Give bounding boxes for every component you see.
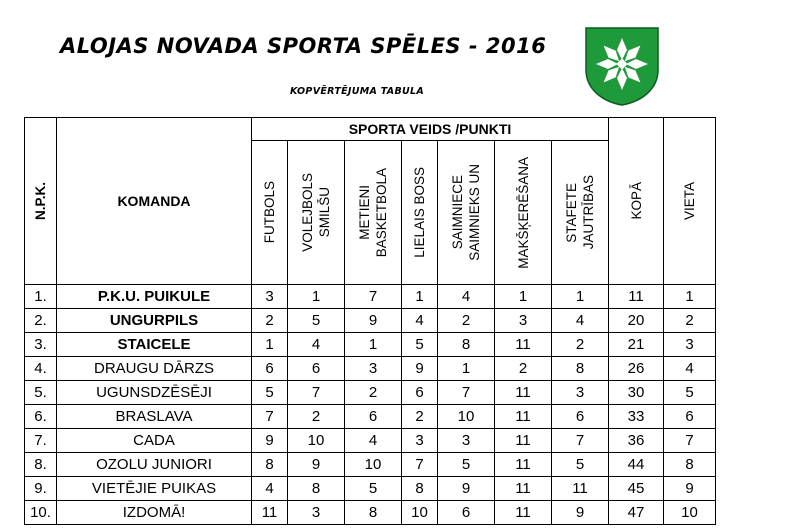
npk-header: N.P.K. xyxy=(25,118,57,285)
score-cell: 10 xyxy=(438,405,495,429)
table-row xyxy=(25,357,716,381)
score-cell: 3 xyxy=(252,285,288,309)
team-name: IZDOMĀ! xyxy=(57,501,252,525)
team-name: STAICELE xyxy=(57,333,252,357)
score-cell: 9 xyxy=(402,357,438,381)
place-cell: 9 xyxy=(664,477,716,501)
total-cell: 33 xyxy=(609,405,664,429)
score-cell: 7 xyxy=(252,405,288,429)
sport-header: LIELAIS BOSS xyxy=(402,141,438,285)
score-cell: 3 xyxy=(402,429,438,453)
sport-header: BASKETBOLA METIENI xyxy=(345,141,402,285)
total-cell: 11 xyxy=(609,285,664,309)
total-header: KOPĀ xyxy=(609,118,664,285)
place-cell: 2 xyxy=(664,309,716,333)
score-cell: 9 xyxy=(438,477,495,501)
row-number: 8. xyxy=(25,453,57,477)
sport-header: SAIMNIEKS UN SAIMNIECE xyxy=(438,141,495,285)
place-cell: 8 xyxy=(664,453,716,477)
row-number: 2. xyxy=(25,309,57,333)
score-cell: 11 xyxy=(495,381,552,405)
score-cell: 11 xyxy=(495,477,552,501)
score-cell: 10 xyxy=(345,453,402,477)
score-cell: 4 xyxy=(402,309,438,333)
place-cell: 5 xyxy=(664,381,716,405)
score-cell: 1 xyxy=(345,333,402,357)
score-cell: 1 xyxy=(252,333,288,357)
table-row xyxy=(25,381,716,405)
team-name: P.K.U. PUIKULE xyxy=(57,285,252,309)
team-name: UNGURPILS xyxy=(57,309,252,333)
total-cell: 36 xyxy=(609,429,664,453)
score-cell: 5 xyxy=(552,453,609,477)
total-cell: 45 xyxy=(609,477,664,501)
page-subtitle: KOPVĒRTĒJUMA TABULA xyxy=(290,86,425,97)
score-cell: 11 xyxy=(495,429,552,453)
score-cell: 9 xyxy=(252,429,288,453)
score-cell: 1 xyxy=(552,285,609,309)
sport-header: SMILŠU VOLEJBOLS xyxy=(288,141,345,285)
team-name: OZOLU JUNIORI xyxy=(57,453,252,477)
total-cell: 26 xyxy=(609,357,664,381)
score-cell: 6 xyxy=(402,381,438,405)
table-row xyxy=(25,333,716,357)
total-cell: 47 xyxy=(609,501,664,525)
standings-table xyxy=(24,117,716,525)
score-cell: 6 xyxy=(438,501,495,525)
score-cell: 9 xyxy=(288,453,345,477)
score-cell: 2 xyxy=(552,333,609,357)
score-cell: 8 xyxy=(402,477,438,501)
row-number: 9. xyxy=(25,477,57,501)
score-cell: 1 xyxy=(438,357,495,381)
table-row xyxy=(25,309,716,333)
score-cell: 4 xyxy=(552,309,609,333)
score-cell: 6 xyxy=(252,357,288,381)
score-cell: 2 xyxy=(252,309,288,333)
score-cell: 2 xyxy=(288,405,345,429)
score-cell: 3 xyxy=(345,357,402,381)
table-row xyxy=(25,429,716,453)
page-title: ALOJAS NOVADA SPORTA SPĒLES - 2016 xyxy=(60,34,547,58)
total-cell: 21 xyxy=(609,333,664,357)
score-cell: 8 xyxy=(345,501,402,525)
team-name: VIETĒJIE PUIKAS xyxy=(57,477,252,501)
team-name: BRASLAVA xyxy=(57,405,252,429)
score-cell: 8 xyxy=(552,357,609,381)
score-cell: 11 xyxy=(495,405,552,429)
row-number: 7. xyxy=(25,429,57,453)
score-cell: 3 xyxy=(288,501,345,525)
team-name: UGUNSDZĒSĒJI xyxy=(57,381,252,405)
score-cell: 9 xyxy=(345,309,402,333)
score-cell: 2 xyxy=(345,381,402,405)
sport-header: FUTBOLS xyxy=(252,141,288,285)
score-cell: 6 xyxy=(288,357,345,381)
score-cell: 9 xyxy=(552,501,609,525)
score-cell: 3 xyxy=(438,429,495,453)
score-cell: 8 xyxy=(438,333,495,357)
score-cell: 7 xyxy=(288,381,345,405)
score-cell: 10 xyxy=(288,429,345,453)
place-cell: 7 xyxy=(664,429,716,453)
score-cell: 7 xyxy=(552,429,609,453)
team-name: DRAUGU DĀRZS xyxy=(57,357,252,381)
total-cell: 44 xyxy=(609,453,664,477)
score-cell: 1 xyxy=(495,285,552,309)
score-cell: 1 xyxy=(288,285,345,309)
score-cell: 8 xyxy=(288,477,345,501)
score-cell: 4 xyxy=(252,477,288,501)
place-cell: 6 xyxy=(664,405,716,429)
score-cell: 2 xyxy=(438,309,495,333)
score-cell: 10 xyxy=(402,501,438,525)
table-row xyxy=(25,477,716,501)
score-cell: 11 xyxy=(495,453,552,477)
place-header: VIETA xyxy=(664,118,716,285)
score-cell: 5 xyxy=(345,477,402,501)
place-cell: 3 xyxy=(664,333,716,357)
score-cell: 11 xyxy=(495,333,552,357)
place-cell: 10 xyxy=(664,501,716,525)
total-cell: 30 xyxy=(609,381,664,405)
place-cell: 1 xyxy=(664,285,716,309)
score-cell: 8 xyxy=(252,453,288,477)
score-cell: 7 xyxy=(345,285,402,309)
row-number: 3. xyxy=(25,333,57,357)
score-cell: 5 xyxy=(288,309,345,333)
score-cell: 4 xyxy=(288,333,345,357)
row-number: 6. xyxy=(25,405,57,429)
score-cell: 6 xyxy=(552,405,609,429)
score-cell: 1 xyxy=(402,285,438,309)
score-cell: 11 xyxy=(495,501,552,525)
score-cell: 4 xyxy=(438,285,495,309)
sport-group-header: SPORTA VEIDS /PUNKTI xyxy=(252,118,609,141)
score-cell: 4 xyxy=(345,429,402,453)
score-cell: 11 xyxy=(252,501,288,525)
row-number: 10. xyxy=(25,501,57,525)
municipal-coat-of-arms-icon xyxy=(580,26,664,106)
table-row xyxy=(25,453,716,477)
score-cell: 5 xyxy=(252,381,288,405)
score-cell: 7 xyxy=(438,381,495,405)
table-row xyxy=(25,501,716,525)
row-number: 4. xyxy=(25,357,57,381)
total-cell: 20 xyxy=(609,309,664,333)
sport-header: MAKŠĶERĒŠANA xyxy=(495,141,552,285)
team-header: KOMANDA xyxy=(57,118,252,285)
score-cell: 6 xyxy=(345,405,402,429)
score-cell: 7 xyxy=(402,453,438,477)
row-number: 1. xyxy=(25,285,57,309)
score-cell: 5 xyxy=(402,333,438,357)
sport-header: JAUTRĪBAS STAFETE xyxy=(552,141,609,285)
score-cell: 3 xyxy=(552,381,609,405)
score-cell: 11 xyxy=(552,477,609,501)
team-name: CADA xyxy=(57,429,252,453)
score-cell: 2 xyxy=(495,357,552,381)
table-row xyxy=(25,285,716,309)
score-cell: 3 xyxy=(495,309,552,333)
place-cell: 4 xyxy=(664,357,716,381)
score-cell: 2 xyxy=(402,405,438,429)
row-number: 5. xyxy=(25,381,57,405)
table-row xyxy=(25,405,716,429)
score-cell: 5 xyxy=(438,453,495,477)
